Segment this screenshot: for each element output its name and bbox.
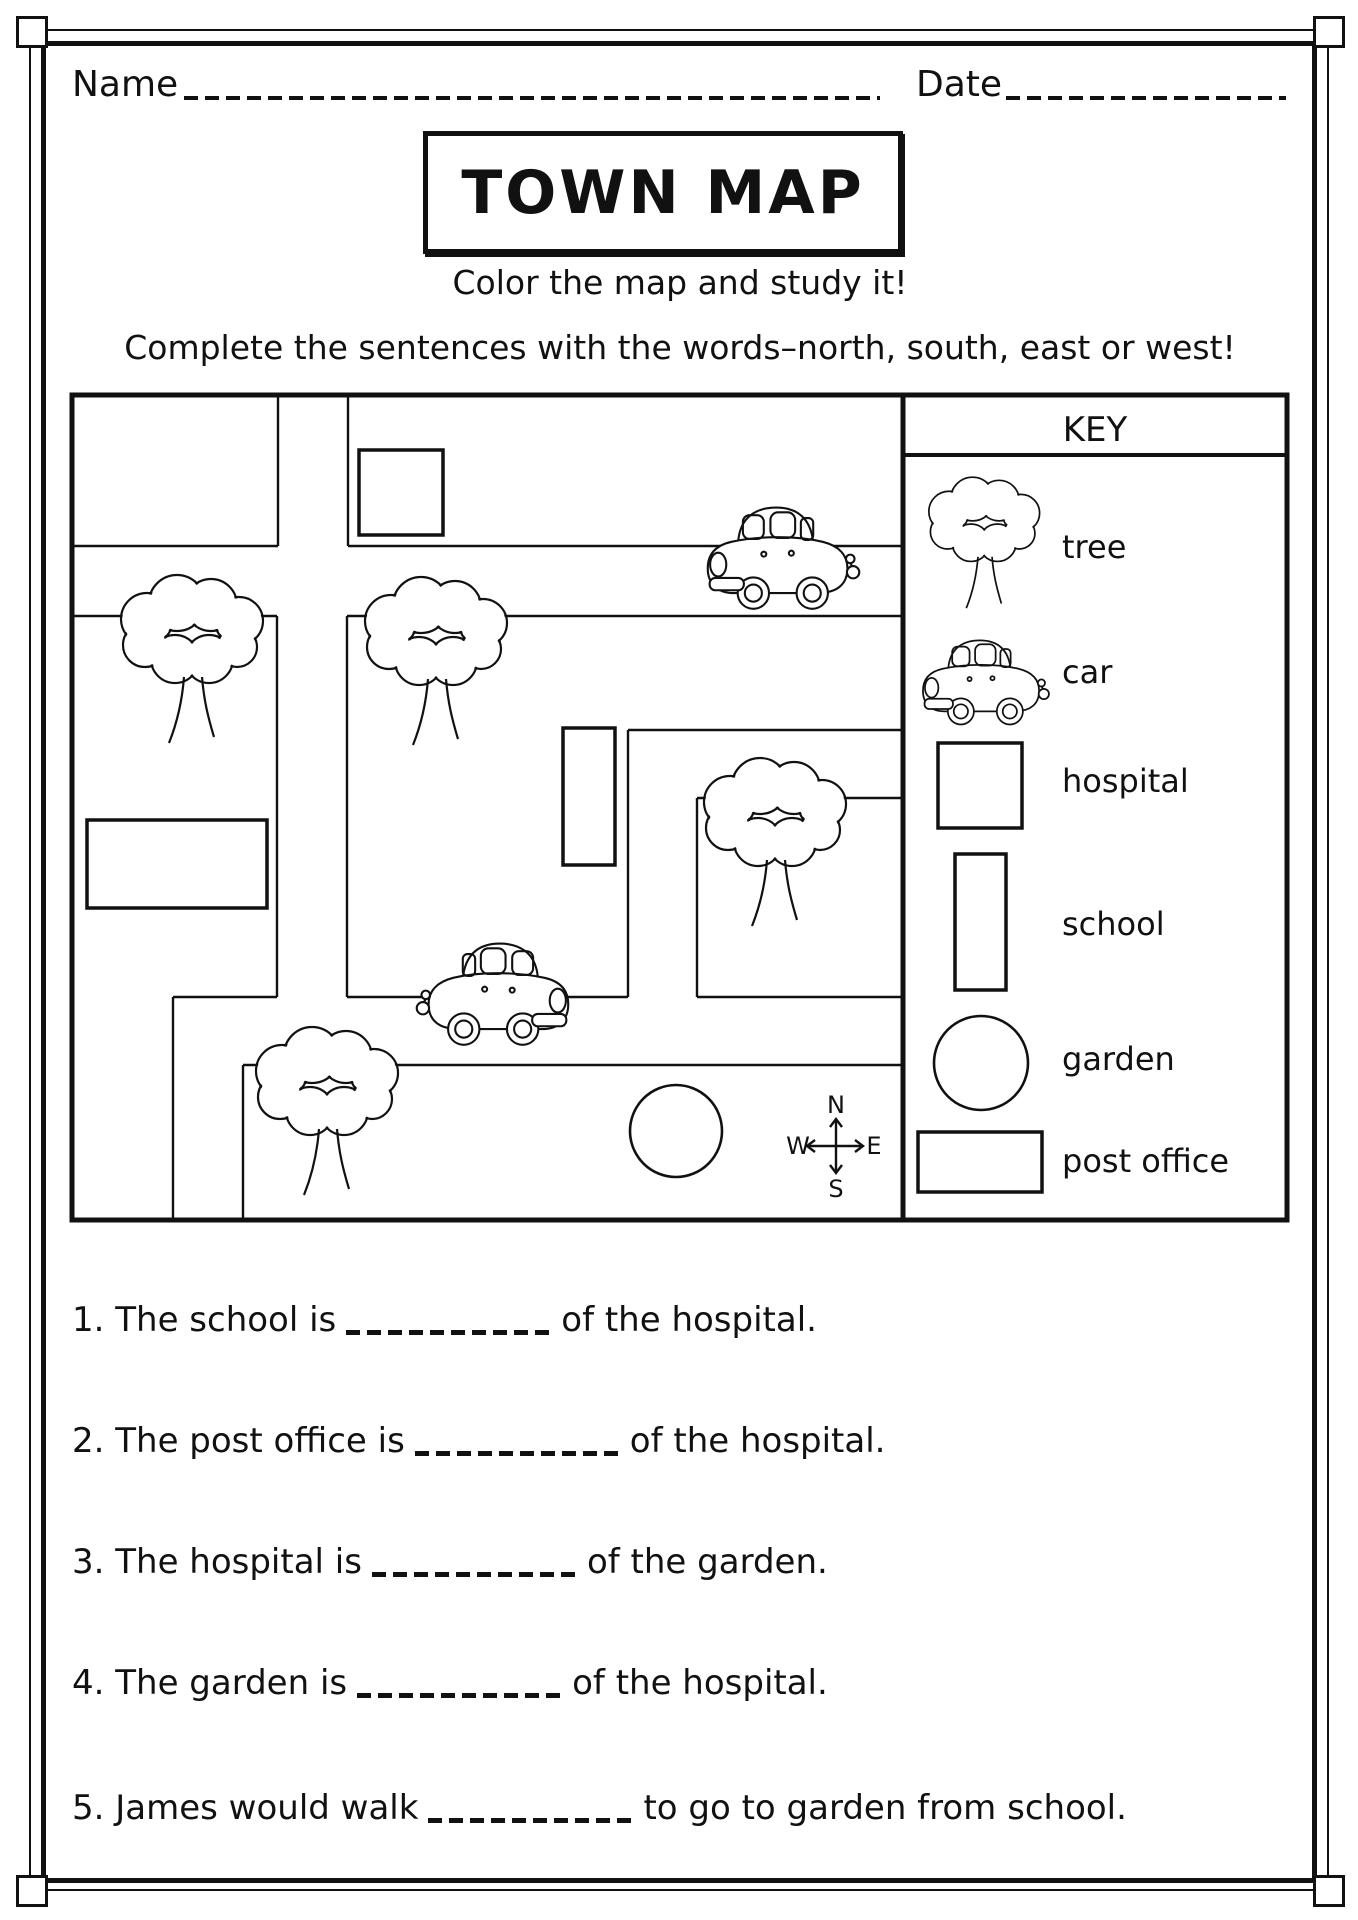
question-1-blank xyxy=(346,1330,551,1335)
key-label-car: car xyxy=(1062,653,1113,691)
map-garden xyxy=(630,1085,722,1177)
map-car-west xyxy=(417,944,569,1045)
compass-west: W xyxy=(786,1132,810,1160)
key-label-garden: garden xyxy=(1062,1040,1175,1078)
page-title: TOWN MAP xyxy=(461,157,865,228)
date-blank-line xyxy=(1006,96,1286,100)
question-3 xyxy=(72,1542,828,1582)
compass-east: E xyxy=(866,1132,882,1160)
key-car-icon xyxy=(923,640,1049,724)
compass-south: S xyxy=(828,1175,844,1203)
map-tree xyxy=(704,758,846,926)
question-1 xyxy=(72,1300,817,1340)
question-4-post: of the hospital. xyxy=(572,1663,828,1703)
question-2 xyxy=(72,1421,885,1461)
question-1-post: of the hospital. xyxy=(561,1300,817,1340)
key-label-tree: tree xyxy=(1062,528,1127,566)
question-2-blank xyxy=(415,1451,620,1456)
key-school-icon xyxy=(955,854,1006,990)
key-tree-icon xyxy=(929,477,1040,608)
question-3-blank xyxy=(372,1572,577,1577)
question-5 xyxy=(72,1788,1127,1828)
name-blank-line xyxy=(184,96,880,100)
map-post-office xyxy=(87,820,267,908)
corner-square xyxy=(16,16,48,48)
corner-square xyxy=(1313,16,1345,48)
town-map-svg xyxy=(58,388,1306,1232)
map-tree xyxy=(256,1027,398,1195)
map-car-east xyxy=(708,508,860,609)
corner-square xyxy=(1313,1875,1345,1907)
question-4 xyxy=(72,1663,828,1703)
question-5-post: to go to garden from school. xyxy=(643,1788,1127,1828)
map-school xyxy=(563,728,615,865)
question-1-pre: 1. The school is xyxy=(72,1300,337,1340)
date-label: Date xyxy=(916,64,1003,105)
key-post-office-icon xyxy=(918,1132,1042,1192)
compass-north: N xyxy=(827,1091,845,1119)
key-title: KEY xyxy=(1062,410,1128,450)
map-tree xyxy=(365,577,507,745)
key-label-hospital: hospital xyxy=(1062,762,1189,800)
key-label-school: school xyxy=(1062,905,1165,943)
question-2-post: of the hospital. xyxy=(629,1421,886,1461)
question-2-pre: 2. The post office is xyxy=(72,1421,405,1461)
corner-square xyxy=(16,1875,48,1907)
instruction-line-1: Color the map and study it! xyxy=(452,263,908,302)
map-hospital xyxy=(359,450,443,535)
question-3-pre: 3. The hospital is xyxy=(72,1542,362,1582)
title-box xyxy=(423,131,903,254)
map-tree xyxy=(121,575,263,743)
key-label-post-office: post office xyxy=(1062,1142,1230,1180)
name-label: Name xyxy=(72,64,179,105)
question-5-blank xyxy=(428,1818,633,1823)
instruction-line-2: Complete the sentences with the words–north, south, east or west! xyxy=(124,328,1236,367)
question-4-pre: 4. The garden is xyxy=(72,1663,348,1703)
town-map-figure xyxy=(58,388,1306,1232)
key-hospital-icon xyxy=(938,743,1022,828)
question-4-blank xyxy=(357,1693,562,1698)
compass-rose xyxy=(807,1119,863,1173)
question-5-pre: 5. James would walk xyxy=(72,1788,419,1828)
key-garden-icon xyxy=(934,1016,1028,1110)
question-3-post: of the garden. xyxy=(586,1542,828,1582)
